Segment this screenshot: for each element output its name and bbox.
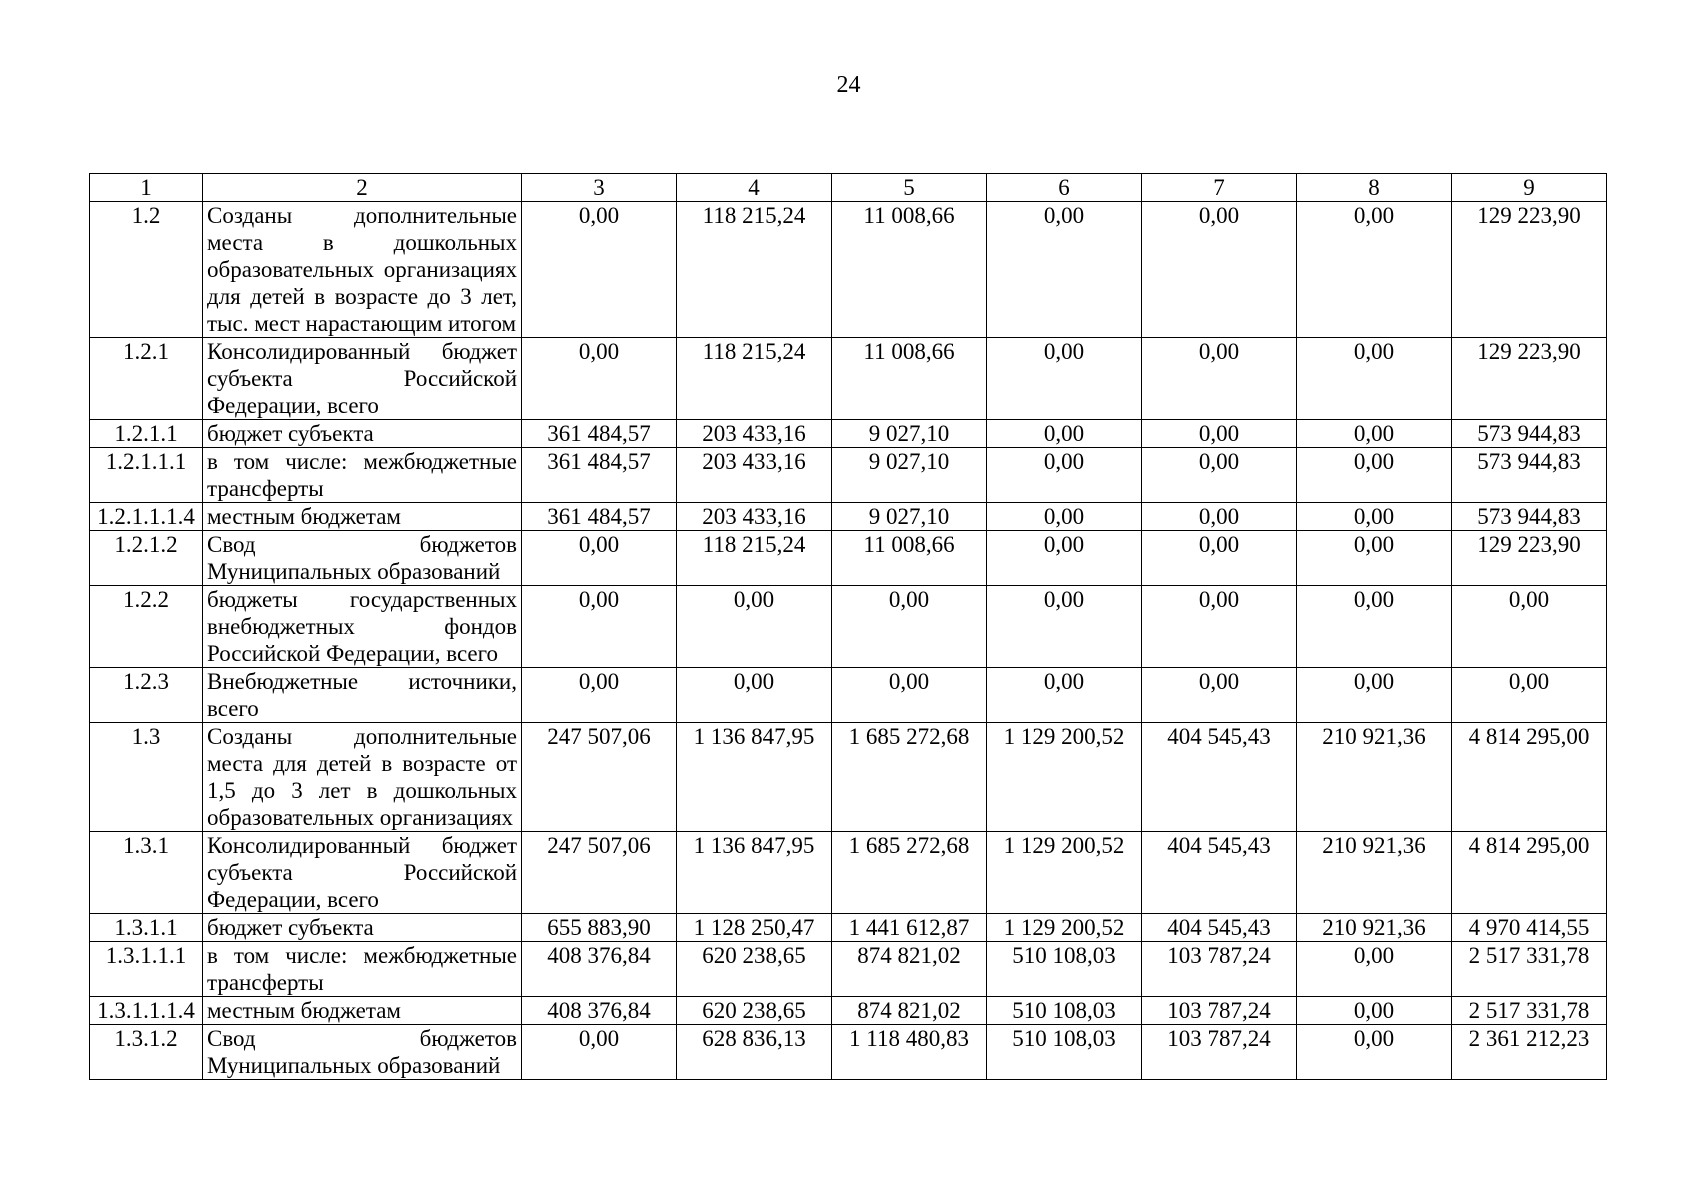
row-value: 0,00 (1297, 1025, 1452, 1080)
row-value: 0,00 (987, 503, 1142, 531)
row-code: 1.2 (90, 202, 203, 338)
row-value: 0,00 (1142, 503, 1297, 531)
row-value: 210 921,36 (1297, 914, 1452, 942)
row-code: 1.3.1.1 (90, 914, 203, 942)
row-value: 210 921,36 (1297, 832, 1452, 914)
row-name: Свод бюджетов Муниципальных образований (203, 1025, 522, 1080)
row-value: 4 814 295,00 (1452, 832, 1607, 914)
row-value: 129 223,90 (1452, 202, 1607, 338)
row-name: бюджеты государственных внебюджетных фондов Российской Федерации, всего (203, 586, 522, 668)
column-header: 9 (1452, 174, 1607, 202)
row-value: 0,00 (1297, 942, 1452, 997)
row-value: 9 027,10 (832, 420, 987, 448)
row-code: 1.2.1 (90, 338, 203, 420)
row-value: 573 944,83 (1452, 448, 1607, 503)
row-value: 1 118 480,83 (832, 1025, 987, 1080)
row-value: 129 223,90 (1452, 531, 1607, 586)
row-value: 404 545,43 (1142, 723, 1297, 832)
row-value: 404 545,43 (1142, 914, 1297, 942)
row-value: 0,00 (987, 531, 1142, 586)
row-value: 1 128 250,47 (677, 914, 832, 942)
row-code: 1.3.1 (90, 832, 203, 914)
row-value: 1 129 200,52 (987, 723, 1142, 832)
column-header: 4 (677, 174, 832, 202)
table-row (90, 586, 1607, 668)
row-value: 0,00 (1297, 531, 1452, 586)
row-value: 361 484,57 (522, 503, 677, 531)
row-value: 1 685 272,68 (832, 723, 987, 832)
row-value: 11 008,66 (832, 338, 987, 420)
table-row (90, 503, 1607, 531)
row-value: 9 027,10 (832, 503, 987, 531)
row-name: Консолидированный бюджет субъекта Российской Федерации, всего (203, 832, 522, 914)
header-row (90, 174, 1607, 202)
row-value: 103 787,24 (1142, 997, 1297, 1025)
row-name: местным бюджетам (203, 997, 522, 1025)
row-name: Созданы дополнительные места для детей в возрасте от 1,5 до 3 лет в дошкольных образовательных организациях (203, 723, 522, 832)
row-value: 118 215,24 (677, 202, 832, 338)
row-value: 0,00 (1142, 420, 1297, 448)
table-row (90, 723, 1607, 832)
row-value: 2 361 212,23 (1452, 1025, 1607, 1080)
row-value: 0,00 (522, 531, 677, 586)
row-value: 0,00 (987, 668, 1142, 723)
row-value: 0,00 (1297, 202, 1452, 338)
row-value: 874 821,02 (832, 997, 987, 1025)
row-name: Внебюджетные источники, всего (203, 668, 522, 723)
row-value: 0,00 (987, 448, 1142, 503)
row-value: 1 441 612,87 (832, 914, 987, 942)
row-value: 0,00 (1297, 668, 1452, 723)
row-code: 1.3.1.1.1.4 (90, 997, 203, 1025)
row-value: 0,00 (987, 202, 1142, 338)
row-name: в том числе: межбюджетные трансферты (203, 942, 522, 997)
row-value: 1 136 847,95 (677, 832, 832, 914)
table-row (90, 668, 1607, 723)
row-value: 573 944,83 (1452, 503, 1607, 531)
row-value: 0,00 (1297, 448, 1452, 503)
row-value: 4 970 414,55 (1452, 914, 1607, 942)
row-value: 0,00 (1142, 202, 1297, 338)
row-value: 0,00 (1142, 668, 1297, 723)
row-value: 874 821,02 (832, 942, 987, 997)
column-header: 8 (1297, 174, 1452, 202)
row-value: 247 507,06 (522, 723, 677, 832)
row-value: 0,00 (832, 668, 987, 723)
table-row (90, 448, 1607, 503)
column-header: 2 (203, 174, 522, 202)
row-value: 655 883,90 (522, 914, 677, 942)
row-value: 0,00 (1142, 531, 1297, 586)
row-value: 203 433,16 (677, 448, 832, 503)
row-value: 0,00 (1452, 586, 1607, 668)
row-value: 0,00 (522, 668, 677, 723)
row-value: 4 814 295,00 (1452, 723, 1607, 832)
row-value: 620 238,65 (677, 997, 832, 1025)
row-value: 0,00 (1297, 338, 1452, 420)
row-value: 210 921,36 (1297, 723, 1452, 832)
row-code: 1.2.2 (90, 586, 203, 668)
row-name: в том числе: межбюджетные трансферты (203, 448, 522, 503)
row-code: 1.2.1.1.1 (90, 448, 203, 503)
row-value: 1 136 847,95 (677, 723, 832, 832)
row-value: 118 215,24 (677, 338, 832, 420)
row-value: 573 944,83 (1452, 420, 1607, 448)
row-value: 11 008,66 (832, 531, 987, 586)
row-code: 1.3 (90, 723, 203, 832)
column-header: 1 (90, 174, 203, 202)
row-value: 361 484,57 (522, 448, 677, 503)
row-value: 620 238,65 (677, 942, 832, 997)
page-number: 24 (836, 72, 861, 98)
column-header: 7 (1142, 174, 1297, 202)
row-value: 0,00 (677, 668, 832, 723)
row-name: бюджет субъекта (203, 914, 522, 942)
row-value: 0,00 (522, 202, 677, 338)
row-value: 118 215,24 (677, 531, 832, 586)
row-value: 0,00 (987, 586, 1142, 668)
row-value: 0,00 (1297, 997, 1452, 1025)
row-value: 1 129 200,52 (987, 914, 1142, 942)
row-code: 1.3.1.2 (90, 1025, 203, 1080)
row-value: 510 108,03 (987, 1025, 1142, 1080)
row-name: Консолидированный бюджет субъекта Российской Федерации, всего (203, 338, 522, 420)
row-value: 203 433,16 (677, 420, 832, 448)
row-value: 103 787,24 (1142, 1025, 1297, 1080)
table-row (90, 202, 1607, 338)
row-name: местным бюджетам (203, 503, 522, 531)
row-value: 0,00 (1142, 448, 1297, 503)
row-code: 1.2.3 (90, 668, 203, 723)
column-header: 6 (987, 174, 1142, 202)
row-name: Созданы дополнительные места в дошкольных образовательных организациях для детей в возрасте до 3 лет, тыс. мест нарастающим итогом (203, 202, 522, 338)
row-code: 1.2.1.1.1.4 (90, 503, 203, 531)
row-value: 103 787,24 (1142, 942, 1297, 997)
row-value: 0,00 (522, 338, 677, 420)
table-row (90, 942, 1607, 997)
row-value: 628 836,13 (677, 1025, 832, 1080)
column-header: 5 (832, 174, 987, 202)
row-value: 1 685 272,68 (832, 832, 987, 914)
row-value: 0,00 (1297, 503, 1452, 531)
row-name: бюджет субъекта (203, 420, 522, 448)
row-value: 129 223,90 (1452, 338, 1607, 420)
row-value: 247 507,06 (522, 832, 677, 914)
row-value: 2 517 331,78 (1452, 997, 1607, 1025)
row-value: 1 129 200,52 (987, 832, 1142, 914)
table-row (90, 338, 1607, 420)
row-value: 0,00 (987, 338, 1142, 420)
row-value: 0,00 (677, 586, 832, 668)
table-row (90, 997, 1607, 1025)
row-value: 0,00 (522, 1025, 677, 1080)
row-value: 0,00 (832, 586, 987, 668)
row-value: 0,00 (1452, 668, 1607, 723)
table-row (90, 1025, 1607, 1080)
row-value: 203 433,16 (677, 503, 832, 531)
row-value: 0,00 (1142, 586, 1297, 668)
row-code: 1.2.1.2 (90, 531, 203, 586)
row-code: 1.3.1.1.1 (90, 942, 203, 997)
row-value: 0,00 (1142, 338, 1297, 420)
row-value: 2 517 331,78 (1452, 942, 1607, 997)
row-value: 361 484,57 (522, 420, 677, 448)
row-value: 510 108,03 (987, 942, 1142, 997)
row-value: 0,00 (522, 586, 677, 668)
row-value: 408 376,84 (522, 942, 677, 997)
table-row (90, 832, 1607, 914)
row-value: 0,00 (1297, 420, 1452, 448)
budget-table (89, 173, 1607, 1080)
table-row (90, 914, 1607, 942)
column-header: 3 (522, 174, 677, 202)
row-value: 9 027,10 (832, 448, 987, 503)
row-value: 404 545,43 (1142, 832, 1297, 914)
row-value: 0,00 (987, 420, 1142, 448)
row-value: 11 008,66 (832, 202, 987, 338)
row-value: 510 108,03 (987, 997, 1142, 1025)
row-value: 408 376,84 (522, 997, 677, 1025)
row-name: Свод бюджетов Муниципальных образований (203, 531, 522, 586)
row-value: 0,00 (1297, 586, 1452, 668)
row-code: 1.2.1.1 (90, 420, 203, 448)
table-row (90, 531, 1607, 586)
table-row (90, 420, 1607, 448)
